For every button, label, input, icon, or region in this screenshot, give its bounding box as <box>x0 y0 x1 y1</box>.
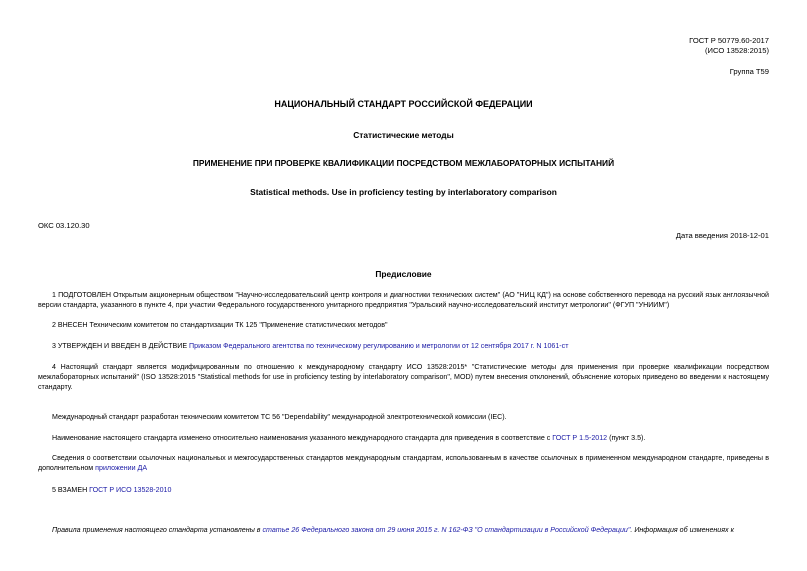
methods-subtitle: Статистические методы <box>353 130 454 140</box>
oks-code: ОКС 03.120.30 <box>38 221 90 230</box>
introduction-date: Дата введения 2018-12-01 <box>675 231 769 240</box>
paragraph-text: 4 Настоящий стандарт является модифицированным по отношению к международному стандарту ИСО 13528:2015* "Статистические методы для применения при проверке квалификации посредством межлабораторных испытаний" (ISO 13528:2015 "Statistical methods for use in proficiency testing by interlaboratory comparison", MOD) путем внесения отклонений, объяснение которых приведено во введении к настоящему стандарту. <box>38 363 769 392</box>
paragraph-text: Наименование настоящего стандарта изменено относительно наименования указанного международного стандарта для приведения в соответствие с <box>52 434 553 442</box>
preface-paragraph-1 <box>38 290 769 310</box>
preface-paragraph-8 <box>38 485 769 495</box>
paragraph-text: (пункт 3.5). <box>607 434 646 442</box>
preface-paragraph-7 <box>38 453 769 473</box>
preface-paragraph-4 <box>38 362 769 393</box>
paragraph-text: . Информация об изменениях к <box>630 526 734 534</box>
gost-1-5-link[interactable]: ГОСТ Р 1.5-2012 <box>552 434 608 442</box>
standard-code: ГОСТ Р 50779.60-2017 <box>689 36 769 45</box>
paragraph-text: Правила применения настоящего стандарта установлены в <box>52 526 263 534</box>
group-label: Группа Т59 <box>729 67 769 76</box>
paragraph-text: Международный стандарт разработан техническим комитетом ТС 56 "Dependability" международной электротехнической комиссии (IEC). <box>52 413 507 421</box>
paragraph-text: 3 УТВЕРЖДЕН И ВВЕДЕН В ДЕЙСТВИЕ <box>52 342 190 350</box>
appendix-da-link[interactable]: приложении ДА <box>95 464 148 473</box>
paragraph-text: 5 ВЗАМЕН <box>52 486 90 494</box>
preface-paragraph-6 <box>38 433 769 443</box>
national-standard-title: НАЦИОНАЛЬНЫЙ СТАНДАРТ РОССИЙСКОЙ ФЕДЕРАЦИИ <box>274 99 533 109</box>
paragraph-text: 1 ПОДГОТОВЛЕН Открытым акционерным обществом "Научно-исследовательский центр контроля и диагностики технических систем" (АО "НИЦ КД") на основе собственного перевода на русский язык англоязычной версии стандарта, указанного в пункте 4, при участии Федерального государственного унитарного предприятия "Уральский научно-исследовательский институт метрологии" (ФГУП "УНИИМ") <box>38 291 769 310</box>
preface-paragraph-3 <box>38 341 769 351</box>
federal-law-link[interactable]: статье 26 Федерального закона от 29 июня 2015 г. N 162-ФЗ "О стандартизации в Российской Федерации" <box>262 526 631 534</box>
replaced-standard-link[interactable]: ГОСТ Р ИСО 13528-2010 <box>89 486 172 494</box>
english-title: Statistical methods. Use in proficiency testing by interlaboratory comparison <box>250 187 557 197</box>
paragraph-text: 2 ВНЕСЕН Техническим комитетом по стандартизации ТК 125 "Применение статистических методов" <box>52 321 388 329</box>
paragraph-text: Сведения о соответствии ссылочных национальных и межгосударственных стандартов международным стандартам, использованным в качестве ссылочных в примененном международном стандарте, приведены в дополнительном <box>38 454 769 473</box>
iso-code: (ИСО 13528:2015) <box>705 46 769 55</box>
preface-paragraph-9 <box>38 525 769 535</box>
document-title: ПРИМЕНЕНИЕ ПРИ ПРОВЕРКЕ КВАЛИФИКАЦИИ ПОСРЕДСТВОМ МЕЖЛАБОРАТОРНЫХ ИСПЫТАНИЙ <box>192 158 615 168</box>
preface-paragraph-2 <box>38 320 769 330</box>
preface-heading: Предисловие <box>375 269 432 279</box>
preface-paragraph-5 <box>38 412 769 422</box>
order-link[interactable]: Приказом Федерального агентства по техническому регулированию и метрологии от 12 сентября 2017 г. N 1061-ст <box>189 342 569 350</box>
